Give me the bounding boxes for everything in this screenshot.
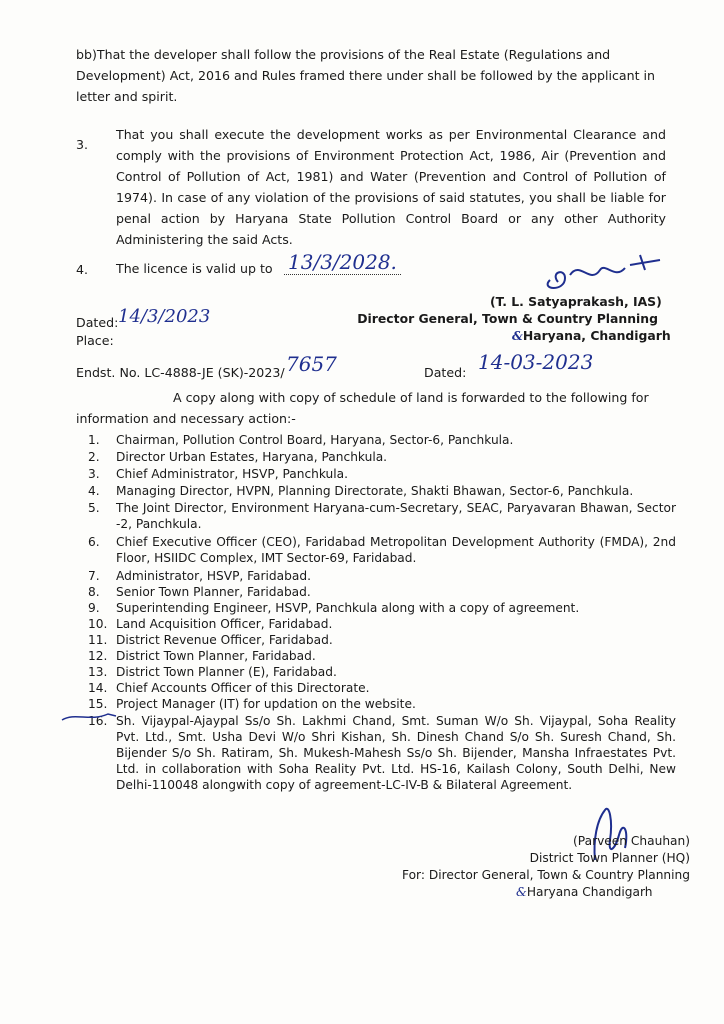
pen-mark-icon: & bbox=[512, 329, 523, 343]
signatory2-place-text: Haryana Chandigarh bbox=[526, 885, 653, 899]
signatory2-title: District Town Planner (HQ) bbox=[529, 851, 690, 865]
signatory2-place bbox=[516, 885, 653, 899]
endst-dated-label: Dated: bbox=[424, 365, 467, 380]
place-label: Place: bbox=[76, 333, 114, 348]
signatory1-place-text: Haryana, Chandigarh bbox=[522, 328, 671, 343]
endst-dated-value: 14-03-2023 bbox=[478, 350, 594, 374]
signatory2-for-line: For: Director General, Town & Country Planning bbox=[402, 868, 690, 882]
signatory1-name: (T. L. Satyaprakash, IAS) bbox=[490, 294, 662, 309]
dated-value: 14/3/2023 bbox=[118, 306, 211, 327]
recipient-list: 1. Chairman, Pollution Control Board, Haryana, Sector-6, Panchkula. 2. Director Urban Estates, Haryana, Panchkula. 3. Chief Administrator, HSVP, Panchkula. 4. Managing Director, HVPN, Planning Directorate, Shakti Bhawan, Sector-6, Panchkula. 5. The Joint Director, Environment Haryana-cum-Secretary, SEAC, Paryavaran Bhawan, Sector -2, Panchkula. 6. Chief Executive Officer (CEO), Faridabad Metropolitan Development Authority (FMDA), 2nd Floor, HSIIDC Complex, IMT Sector-69, Faridabad. 7. Administrator, HSVP, Faridabad. 8. Senior Town Planner, Faridabad. 9. Superintending Engineer, HSVP, Panchkula along with a copy of agreement. 10. Land Acquisition Officer, Faridabad. 11. District Revenue Officer, Faridabad. 12. District Town Planner, Faridabad. 13. District Town Planner (E), Faridabad. 14. Chief Accounts Officer of this Directorate. 15. Project Manager (IT) for updation on the website. 16. Sh. Vijaypal-Ajaypal Ss/o Sh. Lakhmi Chand, Smt. Suman W/o Sh. Vijaypal, Soha Reality Pvt. Ltd., Smt. Usha Devi W/o Shri Kishan, Sh. Dinesh Chand S/o Sh. Suresh Chand, Sh. Bijender S/o Sh. Ratiram, Sh. Mukesh-Mahesh Ss/o Sh. Bijender, Mansha Infraestates Pvt. Ltd. in collaboration with Soha Reality Pvt. Ltd. HS-16, Kailash Colony, South Delhi, New Delhi-110048 alongwith copy of agreement-LC-IV-B & Bilateral Agreement. bbox=[88, 433, 676, 792]
dated-label: Dated: bbox=[76, 315, 119, 330]
clause-marker: bb) bbox=[76, 47, 97, 62]
signatory1-title: Director General, Town & Country Planning bbox=[357, 311, 658, 326]
clause-3-text: That you shall execute the development works as per Environmental Clearance and comply with the provisions of Environment Protection Act, 1986, Air (Prevention and Control of Pollution of Act, 1981) and Water (Prevention and Control of Pollution of 1974). In case of any violation of the provisions of said statutes, you shall be liable for penal action by Haryana State Pollution Control Board or any other Authority Administering the said Acts. bbox=[116, 127, 666, 247]
clause-bb bbox=[76, 44, 666, 107]
signature-satyaprakash bbox=[520, 250, 670, 300]
intro-line-2: information and necessary action:- bbox=[76, 411, 296, 426]
endst-label: Endst. No. LC-4888-JE (SK)-2023/ bbox=[76, 365, 285, 380]
licence-valid-date: 13/3/2028. bbox=[284, 250, 401, 275]
signatory1-place bbox=[512, 328, 671, 343]
clause-4-number: 4. bbox=[76, 262, 89, 277]
clause-3-number: 3. bbox=[76, 137, 89, 152]
signatory2-name: (Parveen Chauhan) bbox=[573, 834, 690, 848]
pen-mark-icon: & bbox=[516, 885, 527, 899]
pen-underline-mark bbox=[60, 706, 120, 726]
clause-4-text: The licence is valid up to bbox=[116, 261, 273, 276]
clause-text: That the developer shall follow the provisions of the Real Estate (Regulations and Development) Act, 2016 and Rules framed there under shall be followed by the applicant in letter and spirit. bbox=[76, 47, 655, 104]
intro-line-1: A copy along with copy of schedule of land is forwarded to the following for bbox=[173, 390, 649, 405]
endst-number: 7657 bbox=[286, 352, 337, 376]
